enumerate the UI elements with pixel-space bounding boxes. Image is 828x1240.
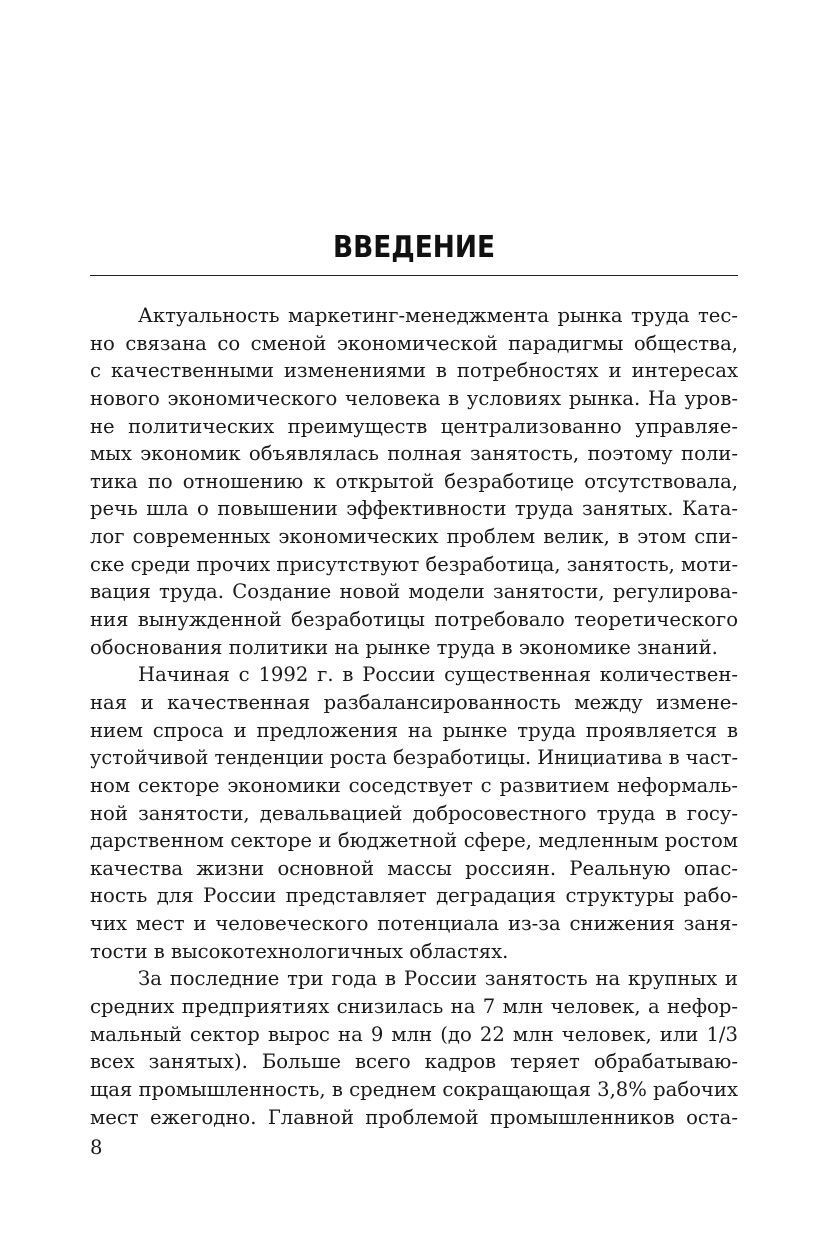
text-line: ске среди прочих присутствуют безработица, занятость, моти- (90, 552, 739, 576)
text-line: ния вынужденной безработицы потребовало теоретического (90, 608, 738, 632)
text-line: но связана со сменой экономической парадигмы общества, (90, 331, 738, 355)
text-line: ной занятости, девальвацией добросовестного труда в госу- (90, 801, 738, 825)
text-line: средних предприятиях снизилась на 7 млн человек, а нефор- (90, 995, 738, 1019)
text-line: мест ежегодно. Главной проблемой промышленников оста- (90, 1105, 738, 1129)
text-line: ность для России представляет деградация структуры рабо- (90, 884, 738, 908)
text-line: мых экономик объявлялась полная занятость, поэтому поли- (90, 442, 738, 466)
text-line: всех занятых). Больше всего кадров теряет обрабатываю- (90, 1050, 738, 1074)
text-line: устойчивой тенденции роста безработицы. Инициатива в част- (90, 746, 738, 770)
text-line: ном секторе экономики соседствует с развитием неформаль- (90, 773, 738, 797)
text-line: мальный сектор вырос на 9 млн (до 22 млн человек, или 1/3 (90, 1022, 738, 1046)
text-line: ная и качественная разбалансированность между измене- (90, 690, 738, 714)
text-line: речь шла о повышении эффективности труда занятых. Ката- (90, 497, 738, 521)
page-number: 8 (90, 1136, 103, 1159)
text-line: дарственном секторе и бюджетной сфере, медленным ростом (90, 829, 738, 853)
text-line: вация труда. Создание новой модели занятости, регулирова- (90, 580, 738, 604)
text-line: За последние три года в России занятость на крупных и (138, 967, 738, 991)
text-line: нового экономического человека в условиях рынка. На уров- (90, 386, 738, 410)
text-line: лог современных экономических проблем велик, в этом спи- (90, 525, 738, 549)
text-line: нием спроса и предложения на рынке труда проявляется в (90, 718, 738, 742)
body-text (90, 302, 738, 1131)
text-line: не политических преимуществ централизованно управляе- (90, 414, 738, 438)
text-line: тика по отношению к открытой безработице отсутствовала, (90, 469, 738, 493)
heading-rule (90, 275, 738, 276)
text-line: обоснования политики на рынке труда в экономике знаний. (90, 635, 718, 659)
text-line: качества жизни основной массы россиян. Реальную опас- (90, 856, 738, 880)
text-line: чих мест и человеческого потенциала из-за снижения заня- (90, 912, 738, 936)
text-line: тости в высокотехнологичных областях. (90, 939, 509, 963)
chapter-heading: ВВЕДЕНИЕ (332, 230, 496, 265)
text-line: с качественными изменениями в потребностях и интересах (90, 359, 738, 383)
text-line: Актуальность маркетинг-менеджмента рынка труда тес- (138, 304, 738, 327)
text-line: щая промышленность, в среднем сокращающая 3,8% рабочих (90, 1077, 738, 1101)
text-line: Начиная с 1992 г. в России существенная количествен- (138, 663, 738, 687)
